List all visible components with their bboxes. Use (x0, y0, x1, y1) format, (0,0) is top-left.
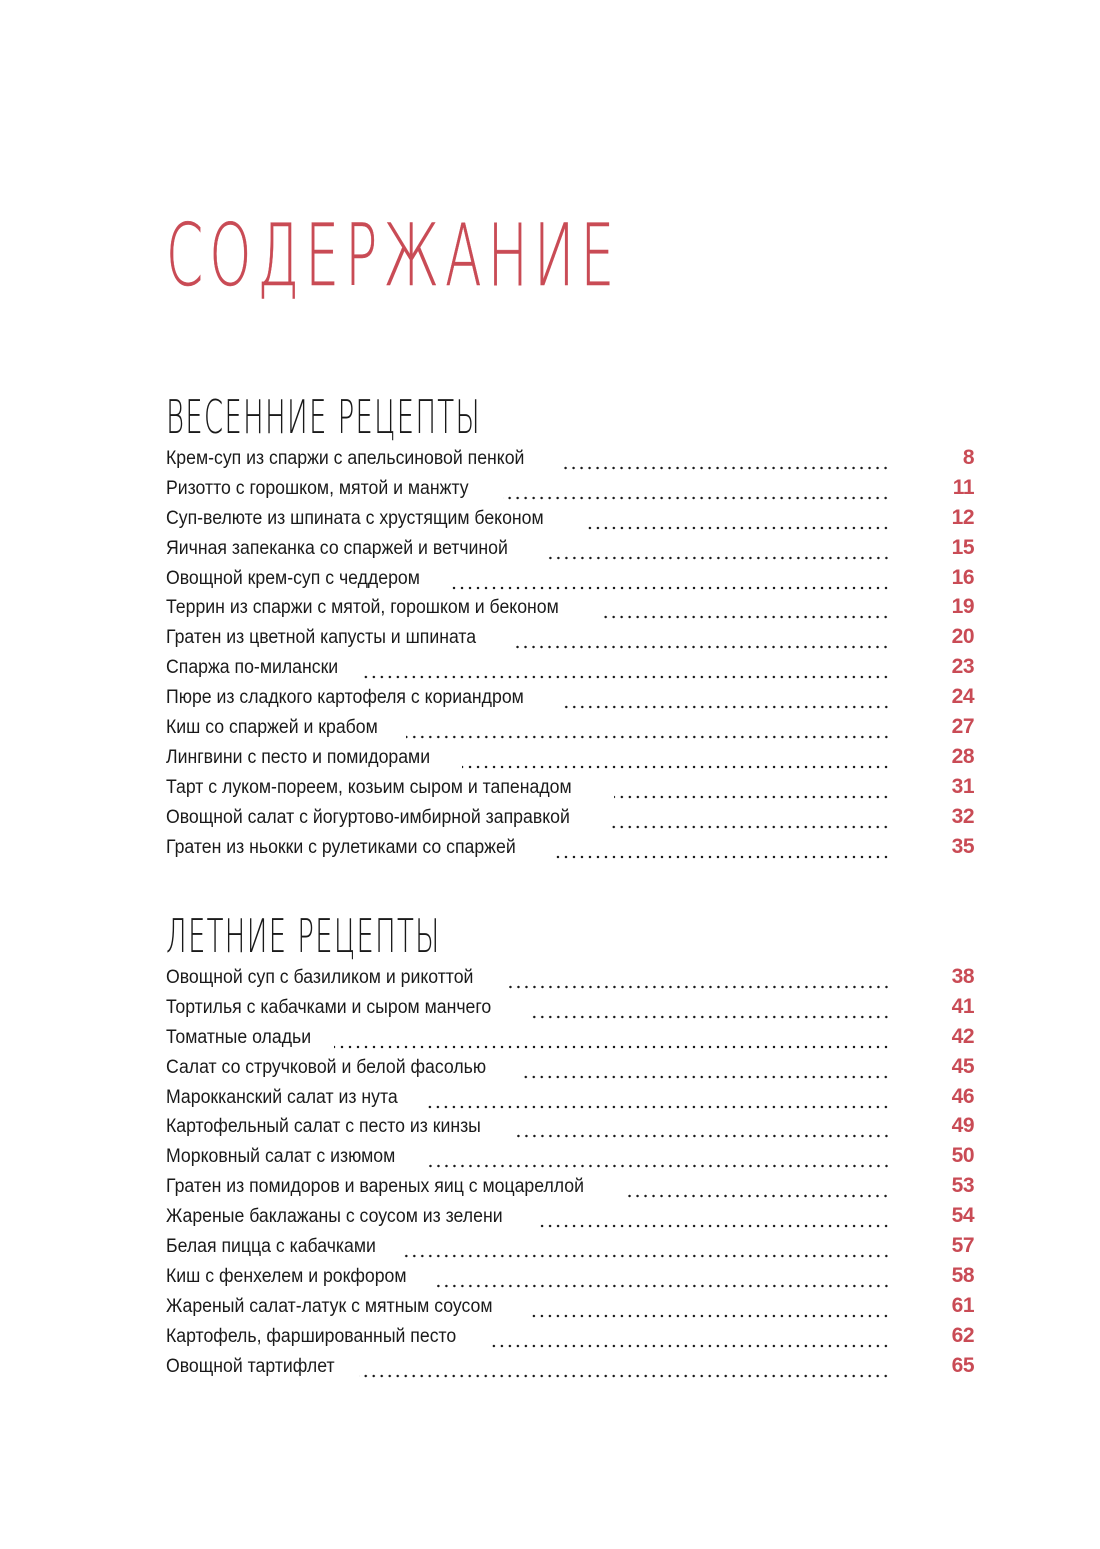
toc-entry[interactable] (166, 805, 974, 835)
toc-entry[interactable] (166, 1144, 974, 1174)
dot-leader (503, 496, 890, 500)
toc-entry-page: 53 (951, 1174, 974, 1198)
toc-entry-page: 42 (951, 1024, 974, 1048)
toc-entry[interactable] (166, 715, 974, 745)
dot-leader (612, 825, 890, 829)
dot-leader (334, 1045, 890, 1049)
dot-leader (528, 1015, 890, 1019)
dot-leader (359, 1374, 890, 1378)
section-heading: ВЕСЕННИЕ РЕЦЕПТЫ (166, 390, 481, 444)
toc-entry-page: 38 (951, 965, 974, 988)
toc-entry[interactable] (166, 1025, 974, 1055)
toc-entry-title: Марокканский салат из нута (166, 1086, 398, 1108)
toc-entry-title: Жареный салат-латук с мятным соусом (166, 1295, 493, 1317)
toc-entry-title: Киш с фенхелем и рокфором (166, 1265, 407, 1287)
dot-leader (363, 675, 890, 679)
toc-entry-title: Морковный салат с изюмом (166, 1146, 396, 1168)
dot-leader (584, 526, 890, 530)
toc-entry[interactable] (166, 536, 974, 566)
dot-leader (451, 586, 890, 590)
toc-entry[interactable] (166, 506, 974, 536)
toc-entry[interactable] (166, 476, 974, 506)
toc-entry[interactable] (166, 685, 974, 715)
toc-entry[interactable] (166, 995, 974, 1025)
dot-leader (490, 1344, 890, 1348)
toc-entry-page: 8 (962, 446, 974, 469)
dot-leader (627, 1194, 890, 1198)
toc-entry[interactable] (166, 1085, 974, 1115)
dot-leader (406, 735, 890, 739)
toc-entry-page: 45 (951, 1054, 974, 1078)
dot-leader (517, 1134, 890, 1138)
dot-leader (425, 1164, 890, 1168)
section-summer-recipes (166, 911, 976, 1383)
toc-entry[interactable] (166, 1174, 974, 1204)
toc-entry-title: Салат со стручковой и белой фасолью (166, 1056, 487, 1078)
dot-leader (529, 1314, 890, 1318)
toc-entry-page: 61 (951, 1293, 974, 1317)
toc-entry[interactable] (166, 745, 974, 775)
toc-entry-title: Тарт с луком-пореем, козьим сыром и тапенадом (166, 776, 572, 798)
toc-entry-page: 46 (951, 1084, 974, 1108)
dot-leader (600, 615, 890, 619)
toc-entry-title: Террин из спаржи с мятой, горошком и беконом (166, 597, 559, 619)
toc-entry[interactable] (166, 1264, 974, 1294)
toc-entry-title: Пюре из сладкого картофеля с кориандром (166, 687, 524, 709)
toc-entry-title: Киш со спаржей и крабом (166, 717, 378, 739)
toc-entry-page: 15 (951, 535, 974, 559)
toc-entry[interactable] (166, 1234, 974, 1264)
toc-entry-page: 24 (951, 685, 974, 709)
dot-leader (511, 645, 890, 649)
toc-entry-page: 31 (951, 774, 974, 798)
toc-entry-title: Картофель, фаршированный песто (166, 1325, 457, 1347)
toc-entry-page: 50 (951, 1144, 974, 1168)
toc-entry-title: Гратен из помидоров и вареных яиц с моцареллой (166, 1176, 584, 1198)
toc-entry-page: 19 (951, 595, 974, 619)
toc-entry-page: 62 (951, 1323, 974, 1347)
toc-entry-page: 32 (951, 804, 974, 828)
toc-entry-page: 11 (952, 475, 974, 499)
toc-entry[interactable] (166, 965, 974, 995)
toc-entry-title: Овощной салат с йогуртово-имбирной заправкой (166, 806, 570, 828)
toc-entry[interactable] (166, 1324, 974, 1354)
toc-entry-title: Тортилья с кабачками и сыром манчего (166, 996, 492, 1018)
dot-leader (554, 855, 890, 859)
page-title: СОДЕРЖАНИЕ (166, 205, 621, 306)
toc-entry-title: Спаржа по-милански (166, 657, 339, 679)
toc-entry-page: 20 (951, 625, 974, 649)
dot-leader (462, 765, 890, 769)
dot-leader (540, 1224, 890, 1228)
toc-entry-title: Гратен из ньокки с рулетиками со спаржей (166, 836, 516, 858)
toc-entry-page: 12 (951, 505, 974, 529)
toc-entry-page: 65 (951, 1353, 974, 1377)
toc-entry-page: 58 (951, 1263, 974, 1287)
toc-entry-title: Овощной тартифлет (166, 1355, 335, 1377)
toc-entry-page: 35 (951, 834, 974, 858)
dot-leader (546, 556, 890, 560)
toc-entry-title: Гратен из цветной капусты и шпината (166, 627, 477, 649)
toc-entry-title: Овощной суп с базиликом и рикоттой (166, 967, 474, 988)
toc-entry-title: Белая пицца с кабачками (166, 1236, 376, 1258)
dot-leader (522, 1075, 890, 1079)
toc-entry[interactable] (166, 1354, 974, 1384)
dot-leader (563, 705, 890, 709)
toc-entry-title: Ризотто с горошком, мятой и манжту (166, 477, 469, 499)
toc-entry-title: Лингвини с песто и помидорами (166, 746, 431, 768)
toc-list-spring (166, 446, 976, 864)
toc-entry-page: 57 (951, 1234, 974, 1258)
toc-entry-page: 41 (951, 994, 974, 1018)
toc-entry-title: Жареные баклажаны с соусом из зелени (166, 1206, 503, 1228)
section-heading: ЛЕТНИЕ РЕЦЕПТЫ (166, 909, 441, 963)
toc-entry-title: Крем-суп из спаржи с апельсиновой пенкой (166, 448, 525, 469)
dot-leader (404, 1254, 890, 1258)
dot-leader (437, 1284, 890, 1288)
toc-entry-title: Картофельный салат с песто из кинзы (166, 1116, 481, 1138)
toc-entry-page: 28 (951, 744, 974, 768)
dot-leader (563, 466, 890, 470)
toc-entry[interactable] (166, 1204, 974, 1234)
section-spring-recipes (166, 392, 976, 864)
dot-leader (614, 795, 890, 799)
toc-entry-page: 23 (951, 655, 974, 679)
toc-entry[interactable] (166, 1114, 974, 1144)
toc-entry[interactable] (166, 566, 974, 596)
toc-entry[interactable] (166, 595, 974, 625)
toc-entry-page: 27 (951, 715, 974, 739)
toc-entry-title: Овощной крем-суп с чеддером (166, 567, 420, 589)
toc-list-summer (166, 965, 976, 1383)
toc-entry[interactable] (166, 655, 974, 685)
toc-entry[interactable] (166, 446, 974, 476)
toc-entry[interactable] (166, 625, 974, 655)
toc-entry-page: 49 (951, 1114, 974, 1138)
toc-entry-title: Суп-велюте из шпината с хрустящим беконом (166, 507, 544, 529)
toc-entry-page: 54 (951, 1204, 974, 1228)
toc-entry[interactable] (166, 775, 974, 805)
toc-entry[interactable] (166, 1055, 974, 1085)
toc-entry-title: Томатные оладьи (166, 1026, 312, 1048)
dot-leader (427, 1105, 890, 1109)
dot-leader (509, 985, 890, 989)
toc-entry[interactable] (166, 1294, 974, 1324)
toc-entry-page: 16 (951, 565, 974, 589)
toc-entry[interactable] (166, 835, 974, 865)
toc-entry-title: Яичная запеканка со спаржей и ветчиной (166, 537, 508, 559)
